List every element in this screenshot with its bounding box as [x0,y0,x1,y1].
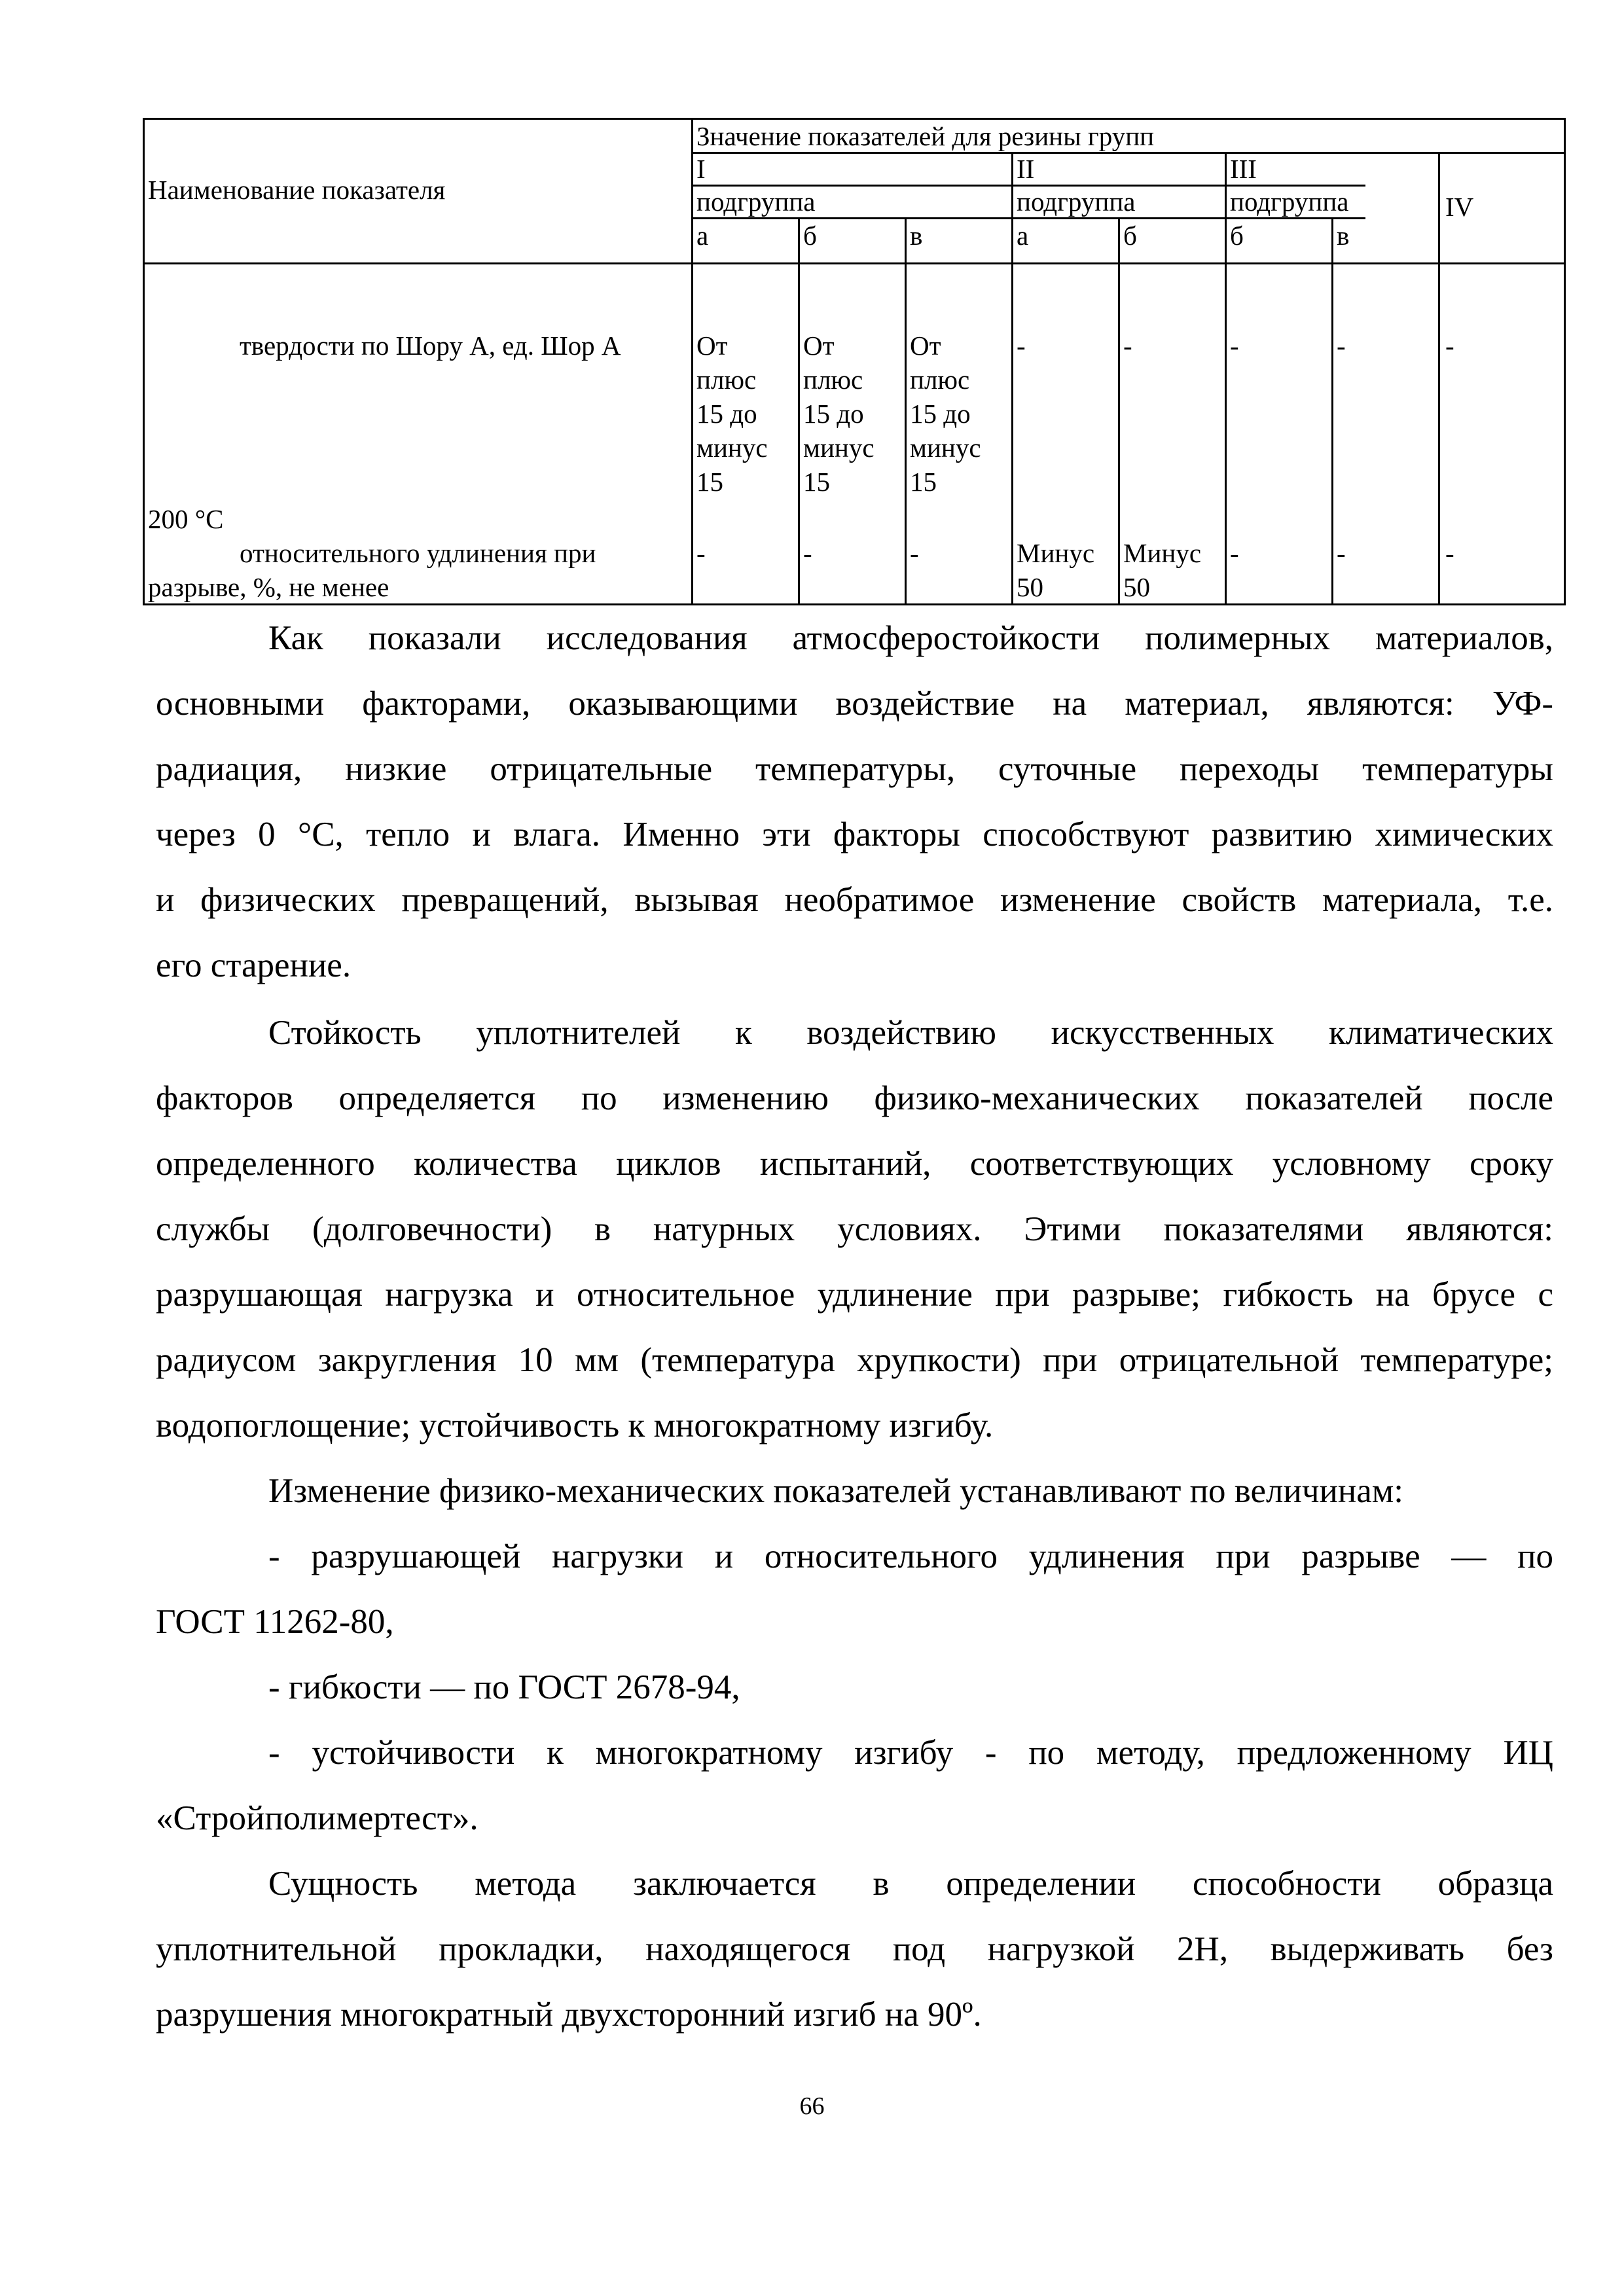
table-rule [143,262,1566,264]
cell-line: - [803,538,812,568]
cell-line: минус [910,433,981,463]
text-line: Как показали исследования атмосферостойкости полимерных материалов, [268,619,1553,657]
text-line: основными факторами, оказывающими воздействие на материал, являются: УФ- [156,685,1553,723]
table-cell [696,329,768,499]
cell-line: плюс [696,365,757,395]
text-line: его старение. [156,946,352,984]
text-line: радиация, низкие отрицательные температуры, суточные переходы температуры [156,750,1553,788]
cell-line: 15 [696,467,723,497]
text-line: ГОСТ 11262-80, [156,1603,394,1641]
cell-line: минус [696,433,768,463]
subgroup-letter: б [1230,221,1244,251]
cell-line: минус [803,433,875,463]
paragraph-2 [156,1000,1553,1458]
page-number: 66 [799,2092,825,2120]
cell-line: Минус [1017,538,1095,568]
table-cell [1337,329,1346,363]
cell-line: 15 до [910,399,971,429]
row-header: Наименование показателя [148,175,446,205]
table-rule [1118,217,1120,605]
subgroup-label: подгруппа [696,187,816,217]
text-line: - гибкости — по ГОСТ 2678-94, [268,1668,740,1706]
indicators-table [143,118,1566,605]
table-cell [1017,536,1094,604]
cell-line: 50 [1017,572,1043,602]
cell-line: - [1337,331,1346,361]
group-iv-label: IV [1445,192,1474,222]
text-line: «Стройполимертест». [156,1799,478,1837]
text-line: через 0 °С, тепло и влага. Именно эти факторы способствуют развитию химических [156,816,1553,853]
table-cell [1230,536,1239,570]
table-rule [691,118,693,605]
text-line: уплотнительной прокладки, находящегося под нагрузкой 2Н, выдерживать без [156,1930,1553,1968]
cell-line: От [803,331,835,361]
text-line: радиусом закругления 10 мм (температура хрупкости) при отрицательной температуре; [156,1341,1553,1379]
row-prefix-temperature: 200 °С [148,504,224,534]
text-line: факторов определяется по изменению физико-механических показателей после [156,1079,1553,1117]
cell-line: От [910,331,941,361]
paragraph-7 [156,1851,1553,2047]
subgroup-letter: б [1123,221,1137,251]
cell-line: - [910,538,919,568]
cell-line: - [1445,331,1454,361]
cell-line: От [696,331,728,361]
subgroup-label: подгруппа [1017,187,1136,217]
subgroup-letter: а [1017,221,1029,251]
table-cell [910,329,981,499]
table-rule [905,217,907,605]
table-border-left [143,118,145,605]
subgroup-letter: б [803,221,817,251]
text-line: разрушающая нагрузка и относительное удлинение при разрыве; гибкость на брусе с [156,1276,1553,1314]
cell-line: 15 до [803,399,864,429]
text-line: разрушения многократный двухсторонний изгиб на 90º. [156,1996,982,2034]
row-name-elongation-cont: разрыве, %, не менее [148,572,389,602]
paragraph-5 [156,1655,1553,1720]
table-cell [803,536,812,570]
paragraph-6 [156,1720,1553,1851]
table-rule [1438,152,1440,605]
group-iii-label: III [1230,154,1257,184]
cell-line: 15 до [696,399,757,429]
table-cell [1017,329,1026,363]
table-cell [1230,329,1239,363]
cell-line: - [1230,538,1239,568]
group-header: Значение показателей для резины групп [696,121,1155,151]
table-cell [1445,329,1454,363]
row-name-hardness: твердости по Шору А, ед. Шор А [240,331,621,361]
table-cell [1123,536,1201,604]
text-line: Сущность метода заключается в определении способности образца [268,1865,1553,1903]
text-line: водопоглощение; устойчивость к многократному изгибу. [156,1407,994,1444]
cell-line: - [1337,538,1346,568]
table-cell [1337,536,1346,570]
text-line: определенного количества циклов испытаний, соответствующих условному сроку [156,1145,1553,1183]
text-line: службы (долговечности) в натурных условиях. Этими показателями являются: [156,1210,1553,1248]
table-cell [803,329,875,499]
cell-line: - [1017,331,1026,361]
table-cell [910,536,919,570]
subgroup-letter: в [1337,221,1350,251]
table-rule [1225,152,1227,605]
text-line: - разрушающей нагрузки и относительного удлинения при разрыве — по [268,1537,1553,1575]
cell-line: 50 [1123,572,1150,602]
cell-line: Минус [1123,538,1202,568]
text-line: - устойчивости к многократному изгибу - по методу, предложенному ИЦ [268,1734,1553,1772]
cell-line: - [696,538,706,568]
table-rule [798,217,800,605]
table-rule [1011,152,1013,605]
cell-line: плюс [910,365,970,395]
cell-line: - [1123,331,1132,361]
subgroup-letter: в [910,221,923,251]
subgroup-letter: а [696,221,709,251]
cell-line: плюс [803,365,863,395]
text-line: и физических превращений, вызывая необратимое изменение свойств материала, т.е. [156,881,1553,919]
table-border-right [1564,118,1566,605]
text-line: Изменение физико-механических показателей устанавливают по величинам: [268,1472,1403,1510]
subgroup-label: подгруппа [1230,187,1349,217]
paragraph-1 [156,605,1553,998]
table-cell [1123,329,1132,363]
cell-line: 15 [910,467,937,497]
cell-line: - [1445,538,1454,568]
paragraph-4 [156,1524,1553,1655]
cell-line: - [1230,331,1239,361]
row-name-elongation: относительного удлинения при [240,538,596,568]
group-ii-label: II [1017,154,1035,184]
table-cell [696,536,706,570]
text-line: Стойкость уплотнителей к воздействию искусственных климатических [268,1014,1553,1052]
cell-line: 15 [803,467,830,497]
paragraph-3 [156,1458,1553,1524]
group-i-label: I [696,154,706,184]
table-rule [1331,217,1333,605]
table-cell [1445,536,1454,570]
